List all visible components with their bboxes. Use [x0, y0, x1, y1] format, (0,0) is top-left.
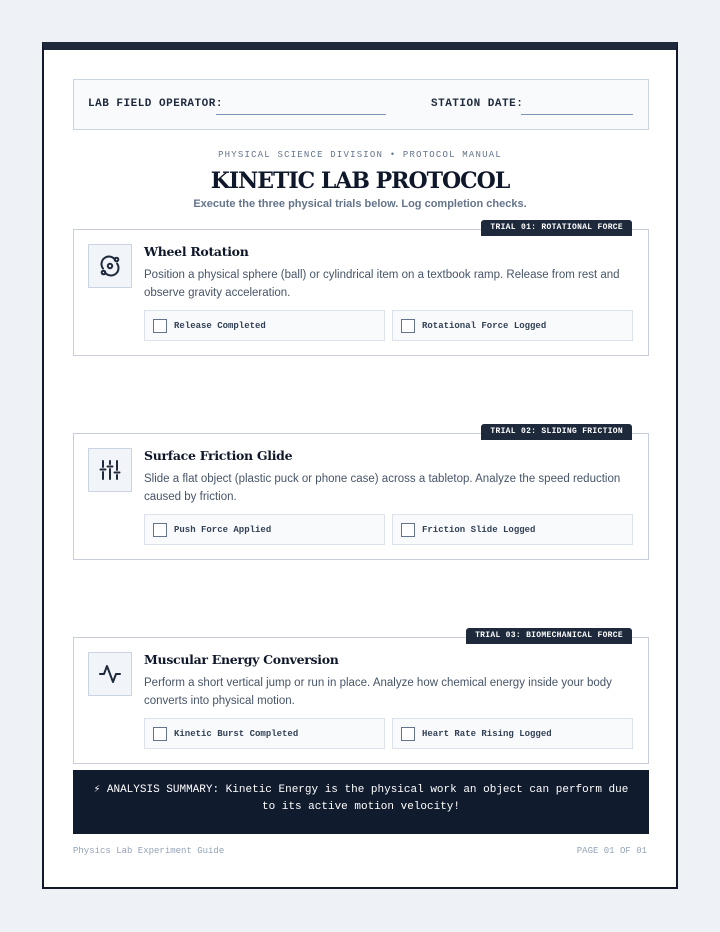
checklist-item[interactable]: [144, 310, 385, 341]
trial-tag: TRIAL 02: SLIDING FRICTION: [481, 424, 632, 440]
page-title: KINETIC LAB PROTOCOL: [210, 168, 510, 194]
checklist-label: Rotational Force Logged: [422, 320, 547, 331]
operator-field[interactable]: [216, 114, 386, 115]
checklist-label: Release Completed: [174, 320, 266, 331]
station-date-label: STATION DATE:: [431, 98, 524, 110]
trial-card-1: [73, 229, 649, 356]
checkbox[interactable]: [401, 523, 415, 537]
checklist-label: Heart Rate Rising Logged: [422, 728, 552, 739]
analysis-summary: ⚡ ANALYSIS SUMMARY: Kinetic Energy is the physical work an object can perform due to its active motion velocity!: [73, 770, 649, 834]
page-subtitle: Execute the three physical trials below. Log completion checks.: [193, 198, 527, 210]
checklist-item[interactable]: [392, 514, 633, 545]
trial-description: Perform a short vertical jump or run in place. Analyze how chemical energy inside your body converts into physical motion.: [144, 677, 612, 707]
trial-title: Wheel Rotation: [144, 244, 249, 259]
checklist-item[interactable]: [392, 718, 633, 749]
checkbox[interactable]: [153, 319, 167, 333]
checkbox[interactable]: [401, 319, 415, 333]
protocol-page: [42, 42, 678, 889]
checklist-label: Push Force Applied: [174, 524, 272, 535]
checkbox[interactable]: [153, 727, 167, 741]
station-date-field[interactable]: [521, 114, 633, 115]
footer-guide-name: Physics Lab Experiment Guide: [73, 846, 225, 856]
checklist-item[interactable]: [144, 718, 385, 749]
trial-title: Muscular Energy Conversion: [144, 652, 339, 667]
footer-page-number: PAGE 01 OF 01: [576, 846, 647, 856]
division-label: PHYSICAL SCIENCE DIVISION • PROTOCOL MANUAL: [218, 150, 502, 160]
checkbox[interactable]: [401, 727, 415, 741]
trial-tag: TRIAL 01: ROTATIONAL FORCE: [481, 220, 632, 236]
checklist-label: Friction Slide Logged: [422, 524, 536, 535]
checkbox[interactable]: [153, 523, 167, 537]
trial-card-3: [73, 637, 649, 764]
trial-tag: TRIAL 03: BIOMECHANICAL FORCE: [466, 628, 632, 644]
checklist-item[interactable]: [144, 514, 385, 545]
trial-title: Surface Friction Glide: [144, 448, 293, 463]
activity-icon: [88, 652, 132, 696]
operator-header: [73, 79, 649, 130]
checklist-item[interactable]: [392, 310, 633, 341]
sliders-icon: [88, 448, 132, 492]
trial-card-2: [73, 433, 649, 560]
operator-label: LAB FIELD OPERATOR:: [88, 98, 223, 110]
orbit-icon: [88, 244, 132, 288]
trial-description: Slide a flat object (plastic puck or phone case) across a tabletop. Analyze the speed reduction caused by friction.: [144, 473, 621, 503]
checklist-label: Kinetic Burst Completed: [174, 728, 299, 739]
trial-description: Position a physical sphere (ball) or cylindrical item on a textbook ramp. Release from rest and observe gravity acceleration.: [144, 269, 620, 299]
